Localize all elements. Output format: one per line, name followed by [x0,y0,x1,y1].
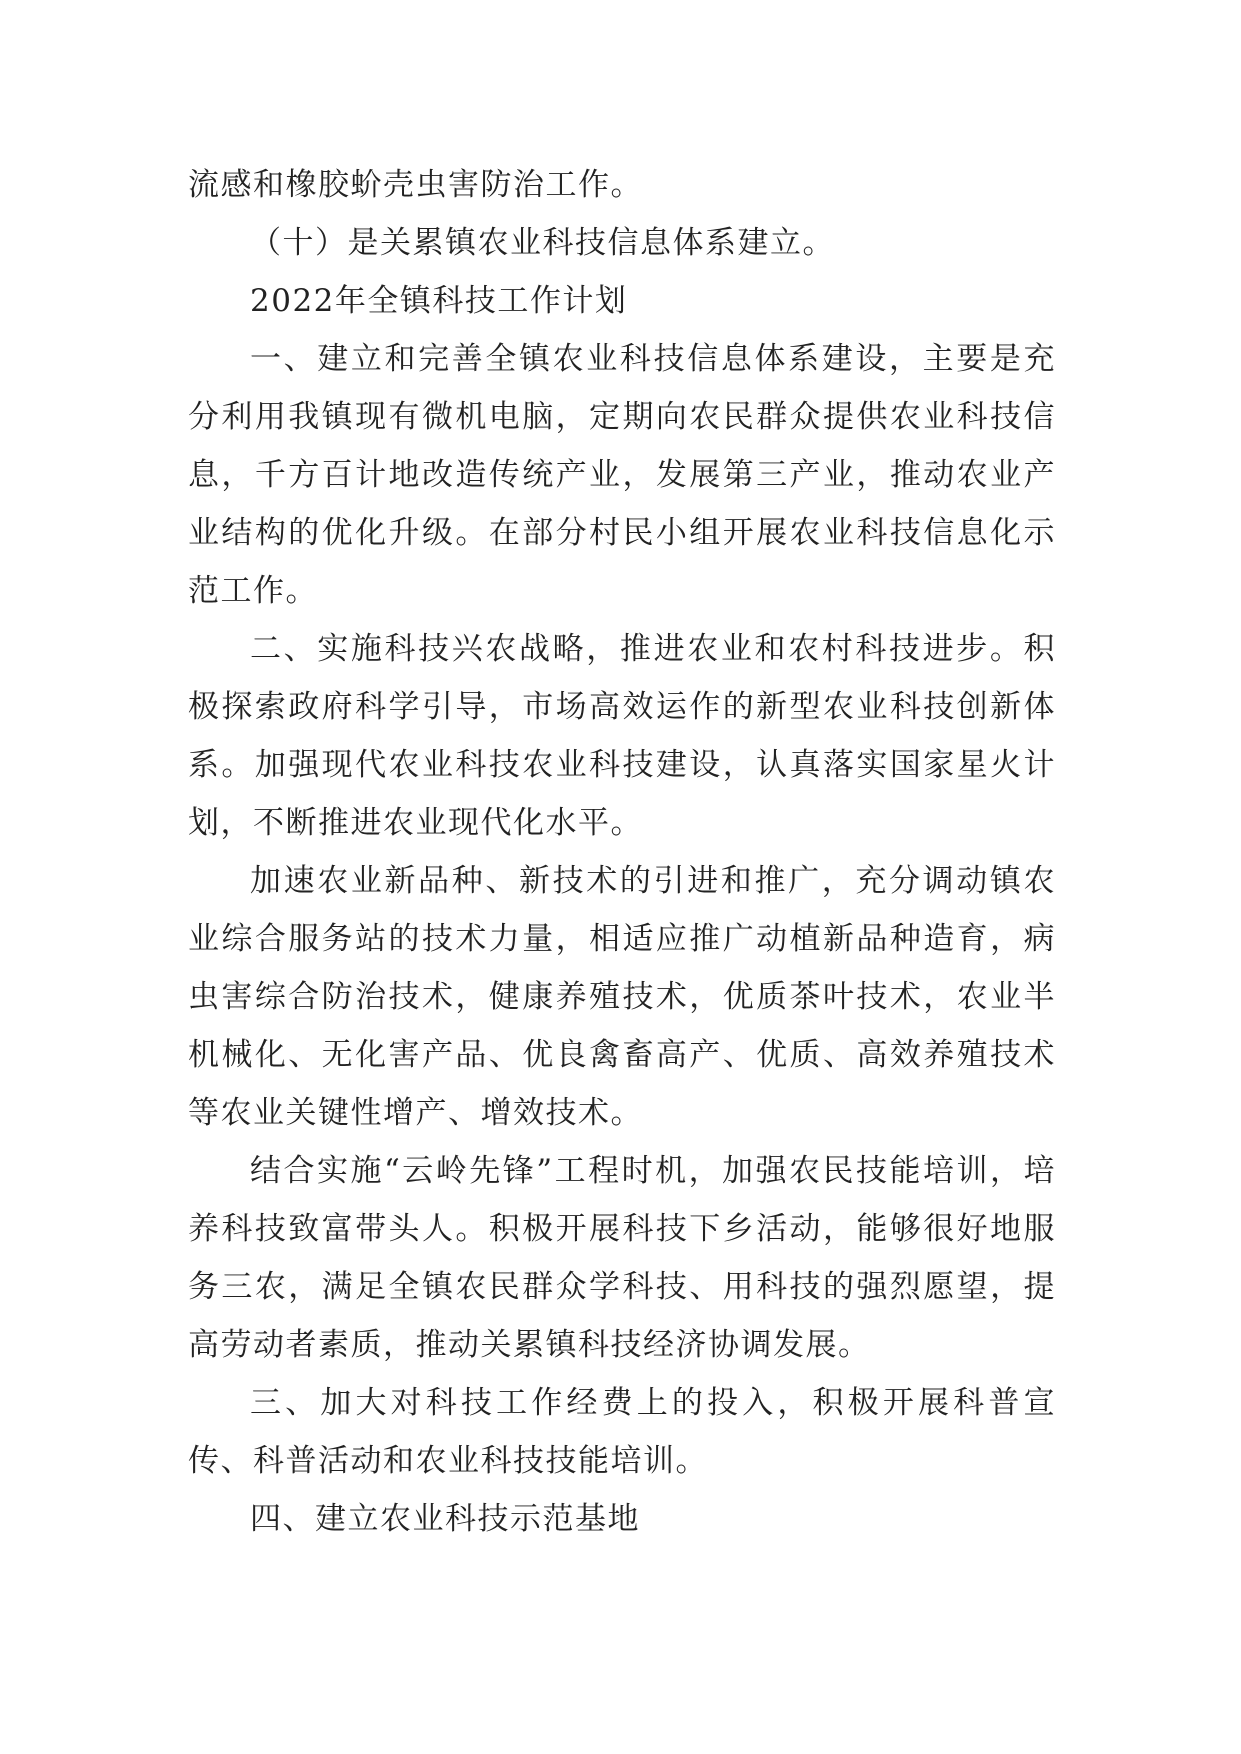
paragraph-plan-two: 二、实施科技兴农战略，推进农业和农村科技进步。积极探索政府科学引导，市场高效运作的新型农业科技创新体系。加强现代农业科技农业科技建设，认真落实国家星火计划，不断推进农业现代化水平。 [188,631,1056,841]
document-body [188,156,1056,1548]
paragraph-plan-four: 四、建立农业科技示范基地 [250,1501,640,1537]
paragraph-item-ten: （十）是关累镇农业科技信息体系建立。 [250,225,835,261]
paragraph-plan-three: 三、加大对科技工作经费上的投入，积极开展科普宣传、科普活动和农业科技技能培训。 [188,1385,1056,1479]
paragraph-new-varieties: 加速农业新品种、新技术的引进和推广，充分调动镇农业综合服务站的技术力量，相适应推广动植新品种造育，病虫害综合防治技术，健康养殖技术，优质茶叶技术，农业半机械化、无化害产品、优良禽畜高产、优质、高效养殖技术等农业关键性增产、增效技术。 [188,863,1056,1131]
paragraph-continuation: 流感和橡胶蚧壳虫害防治工作。 [188,167,643,203]
paragraph-plan-one: 一、建立和完善全镇农业科技信息体系建设，主要是充分利用我镇现有微机电脑，定期向农民群众提供农业科技信息，千方百计地改造传统产业，发展第三产业，推动农业产业结构的优化升级。在部分村民小组开展农业科技信息化示范工作。 [188,341,1056,609]
paragraph-training: 结合实施“云岭先锋”工程时机，加强农民技能培训，培养科技致富带头人。积极开展科技下乡活动，能够很好地服务三农，满足全镇农民群众学科技、用科技的强烈愿望，提高劳动者素质，推动关累镇科技经济协调发展。 [188,1153,1056,1363]
section-heading-2022-plan: 2022年全镇科技工作计划 [250,283,628,319]
